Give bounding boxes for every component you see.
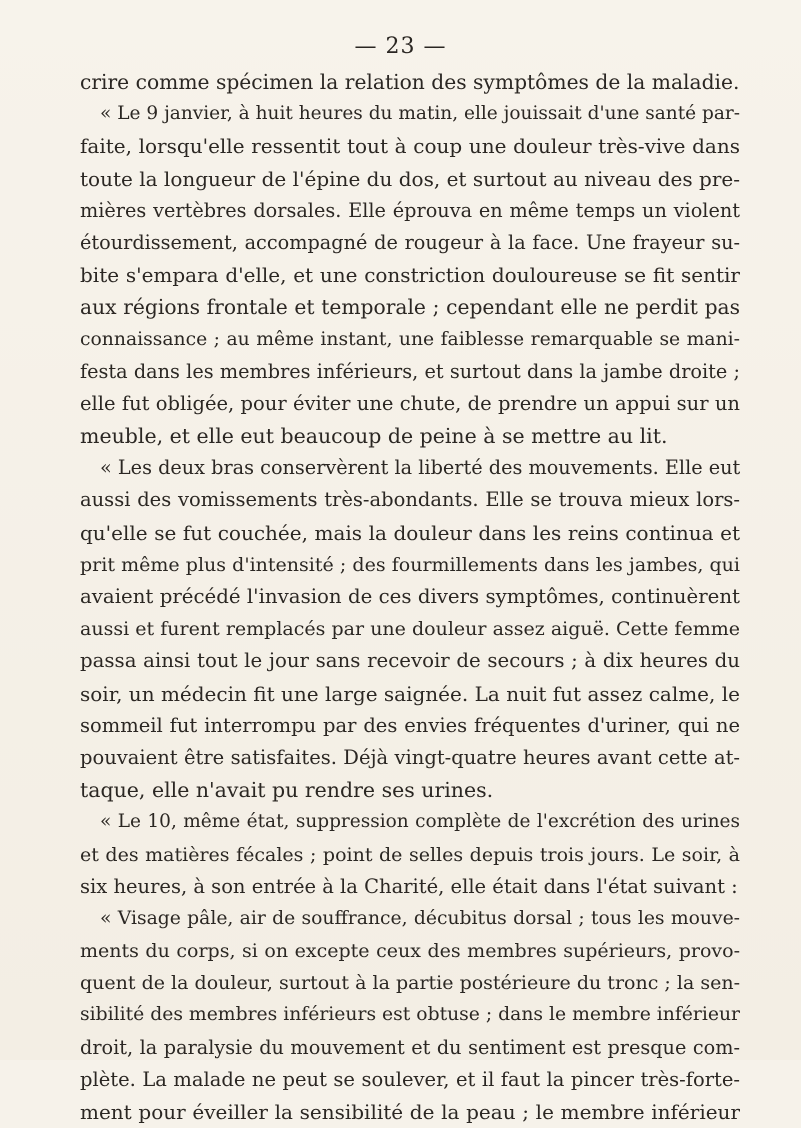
text-line: bite s'empara d'elle, et une constriction douloureuse se fit sentir [80,263,740,288]
text-line: aussi des vomissements très-abondants. Elle se trouva mieux lors- [80,488,740,512]
page-number: — 23 — [354,34,447,59]
text-line: quent de la douleur, surtout à la partie postérieure du tronc ; la sen- [80,972,740,995]
text-line: taque, elle n'avait pu rendre ses urines. [80,778,494,803]
text-line: crire comme spécimen la relation des symptômes de la maladie. [80,70,740,94]
text-line: faite, lorsqu'elle ressentit tout à coup une douleur très-vive dans [80,134,740,159]
text-line: ment pour éveiller la sensibilité de la peau ; le membre inférieur [80,1100,740,1124]
text-line: festa dans les membres inférieurs, et surtout dans la jambe droite ; [80,359,740,383]
text-line: elle fut obligée, pour éviter une chute, de prendre un appui sur un [80,391,740,415]
text-line: sommeil fut interrompu par des envies fréquentes d'uriner, qui ne [80,713,740,737]
text-line: connaissance ; au même instant, une faiblesse remarquable se mani- [80,328,740,350]
text-line: meuble, et elle eut beaucoup de peine à se mettre au lit. [80,424,668,449]
body-text [80,66,740,1128]
text-line: plète. La malade ne peut se soulever, et il faut la pincer très-forte- [80,1067,740,1091]
text-line: étourdissement, accompagné de rougeur à la face. Une frayeur su- [80,230,740,254]
text-line: « Les deux bras conservèrent la liberté des mouvements. Elle eut [100,456,740,480]
text-line: mières vertèbres dorsales. Elle éprouva en même temps un violent [80,198,740,222]
text-line: aussi et furent remplacés par une douleur assez aiguë. Cette femme [80,618,740,641]
text-line: soir, un médecin fit une large saignée. La nuit fut assez calme, le [80,681,740,706]
text-line: six heures, à son entrée à la Charité, elle était dans l'état suivant : [80,874,738,898]
text-line: « Le 9 janvier, à huit heures du matin, elle jouissait d'une santé par- [100,103,740,125]
text-line: pouvaient être satisfaites. Déjà vingt-quatre heures avant cette at- [80,745,740,769]
text-line: « Visage pâle, air de souffrance, décubitus dorsal ; tous les mouve- [100,907,740,929]
text-line: « Le 10, même état, suppression complète de l'excrétion des urines [100,811,740,833]
text-line: toute la longueur de l'épine du dos, et surtout au niveau des pre- [80,166,740,191]
text-line: ments du corps, si on excepte ceux des membres supérieurs, provo- [80,940,740,963]
text-line: et des matières fécales ; point de selles depuis trois jours. Le soir, à [80,843,740,866]
text-line: passa ainsi tout le jour sans recevoir de secours ; à dix heures du [80,649,740,673]
text-line: droit, la paralysie du mouvement et du sentiment est presque com- [80,1035,740,1059]
text-line: prit même plus d'intensité ; des fourmillements dans les jambes, qui [80,553,740,576]
text-line: qu'elle se fut couchée, mais la douleur dans les reins continua et [80,520,740,545]
text-line: sibilité des membres inférieurs est obtuse ; dans le membre inférieur [80,1004,740,1026]
text-line: aux régions frontale et temporale ; cependant elle ne perdit pas [80,295,740,320]
text-line: avaient précédé l'invasion de ces divers symptômes, continuèrent [80,585,740,608]
